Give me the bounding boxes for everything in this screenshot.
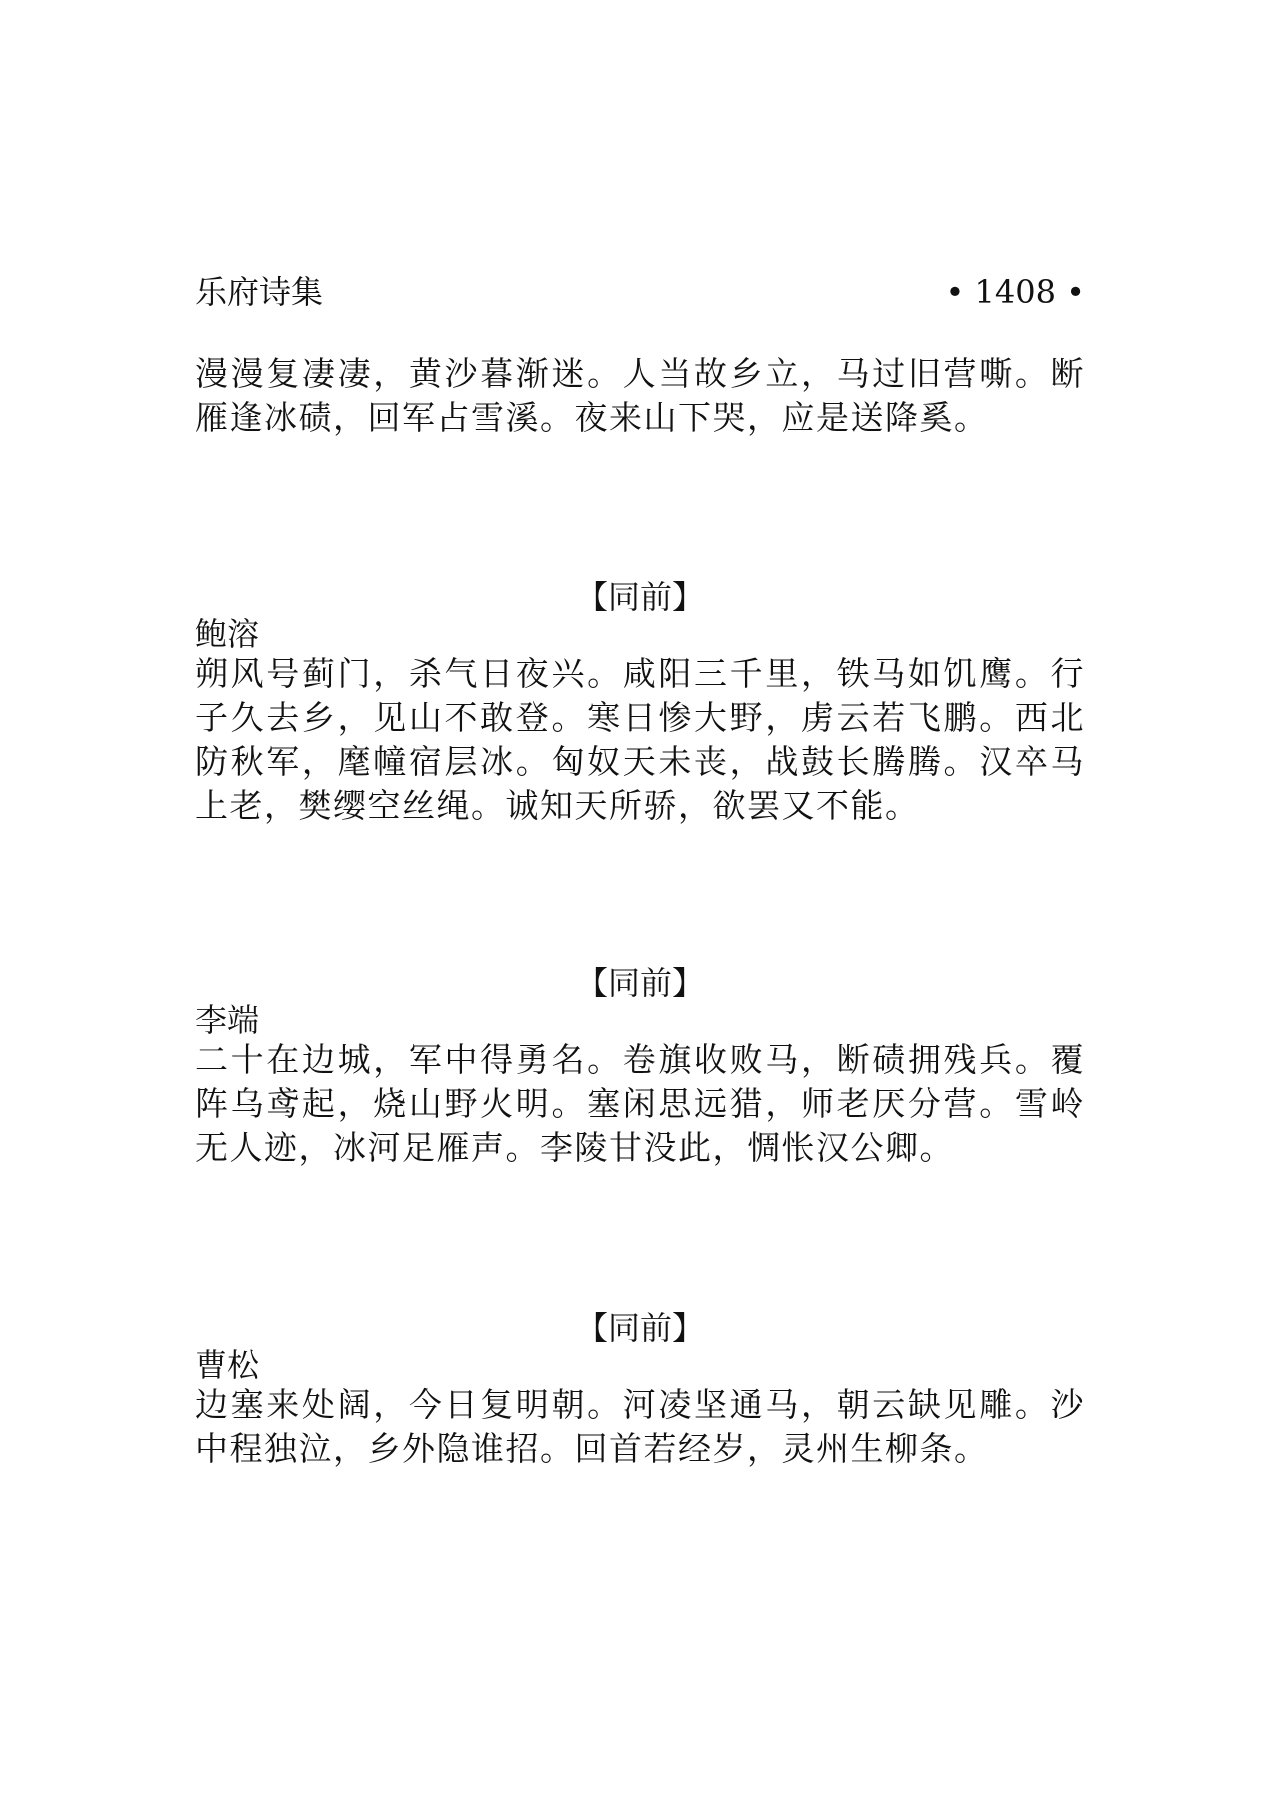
poem-author: 李端 <box>195 1001 260 1039</box>
poem-author: 曹松 <box>195 1346 260 1384</box>
poem-text: 朔风号蓟门，杀气日夜兴。咸阳三千里，铁马如饥鹰。行子久去乡，见山不敢登。寒日惨大野，虏云若飞鹏。西北防秋军，麾幢宿层冰。匈奴天未丧，战鼓长腾腾。汉卒马上老，樊缨空丝绳。诚知天所骄，欲罢又不能。 <box>195 654 1085 825</box>
page-header <box>195 268 1085 316</box>
poem-author: 鲍溶 <box>195 615 260 653</box>
poem-continuation-text: 漫漫复凄凄，黄沙暮渐迷。人当故乡立，马过旧营嘶。断雁逢冰碛，回军占雪溪。夜来山下哭，应是送降奚。 <box>195 354 1085 437</box>
poem-text: 边塞来处阔，今日复明朝。河凌坚通马，朝云缺见雕。沙中程独泣，乡外隐谁招。回首若经岁，灵州生柳条。 <box>195 1385 1085 1468</box>
section-title: 【同前】 <box>575 578 704 616</box>
poem-text: 二十在边城，军中得勇名。卷旗收败马，断碛拥残兵。覆阵乌鸢起，烧山野火明。塞闲思远猎，师老厌分营。雪岭无人迹，冰河足雁声。李陵甘没此，惆怅汉公卿。 <box>195 1040 1085 1167</box>
page-number: • 1408 • <box>945 273 1085 311</box>
book-title: 乐府诗集 <box>195 273 324 311</box>
section-title: 【同前】 <box>575 1309 704 1347</box>
section-title: 【同前】 <box>575 964 704 1002</box>
